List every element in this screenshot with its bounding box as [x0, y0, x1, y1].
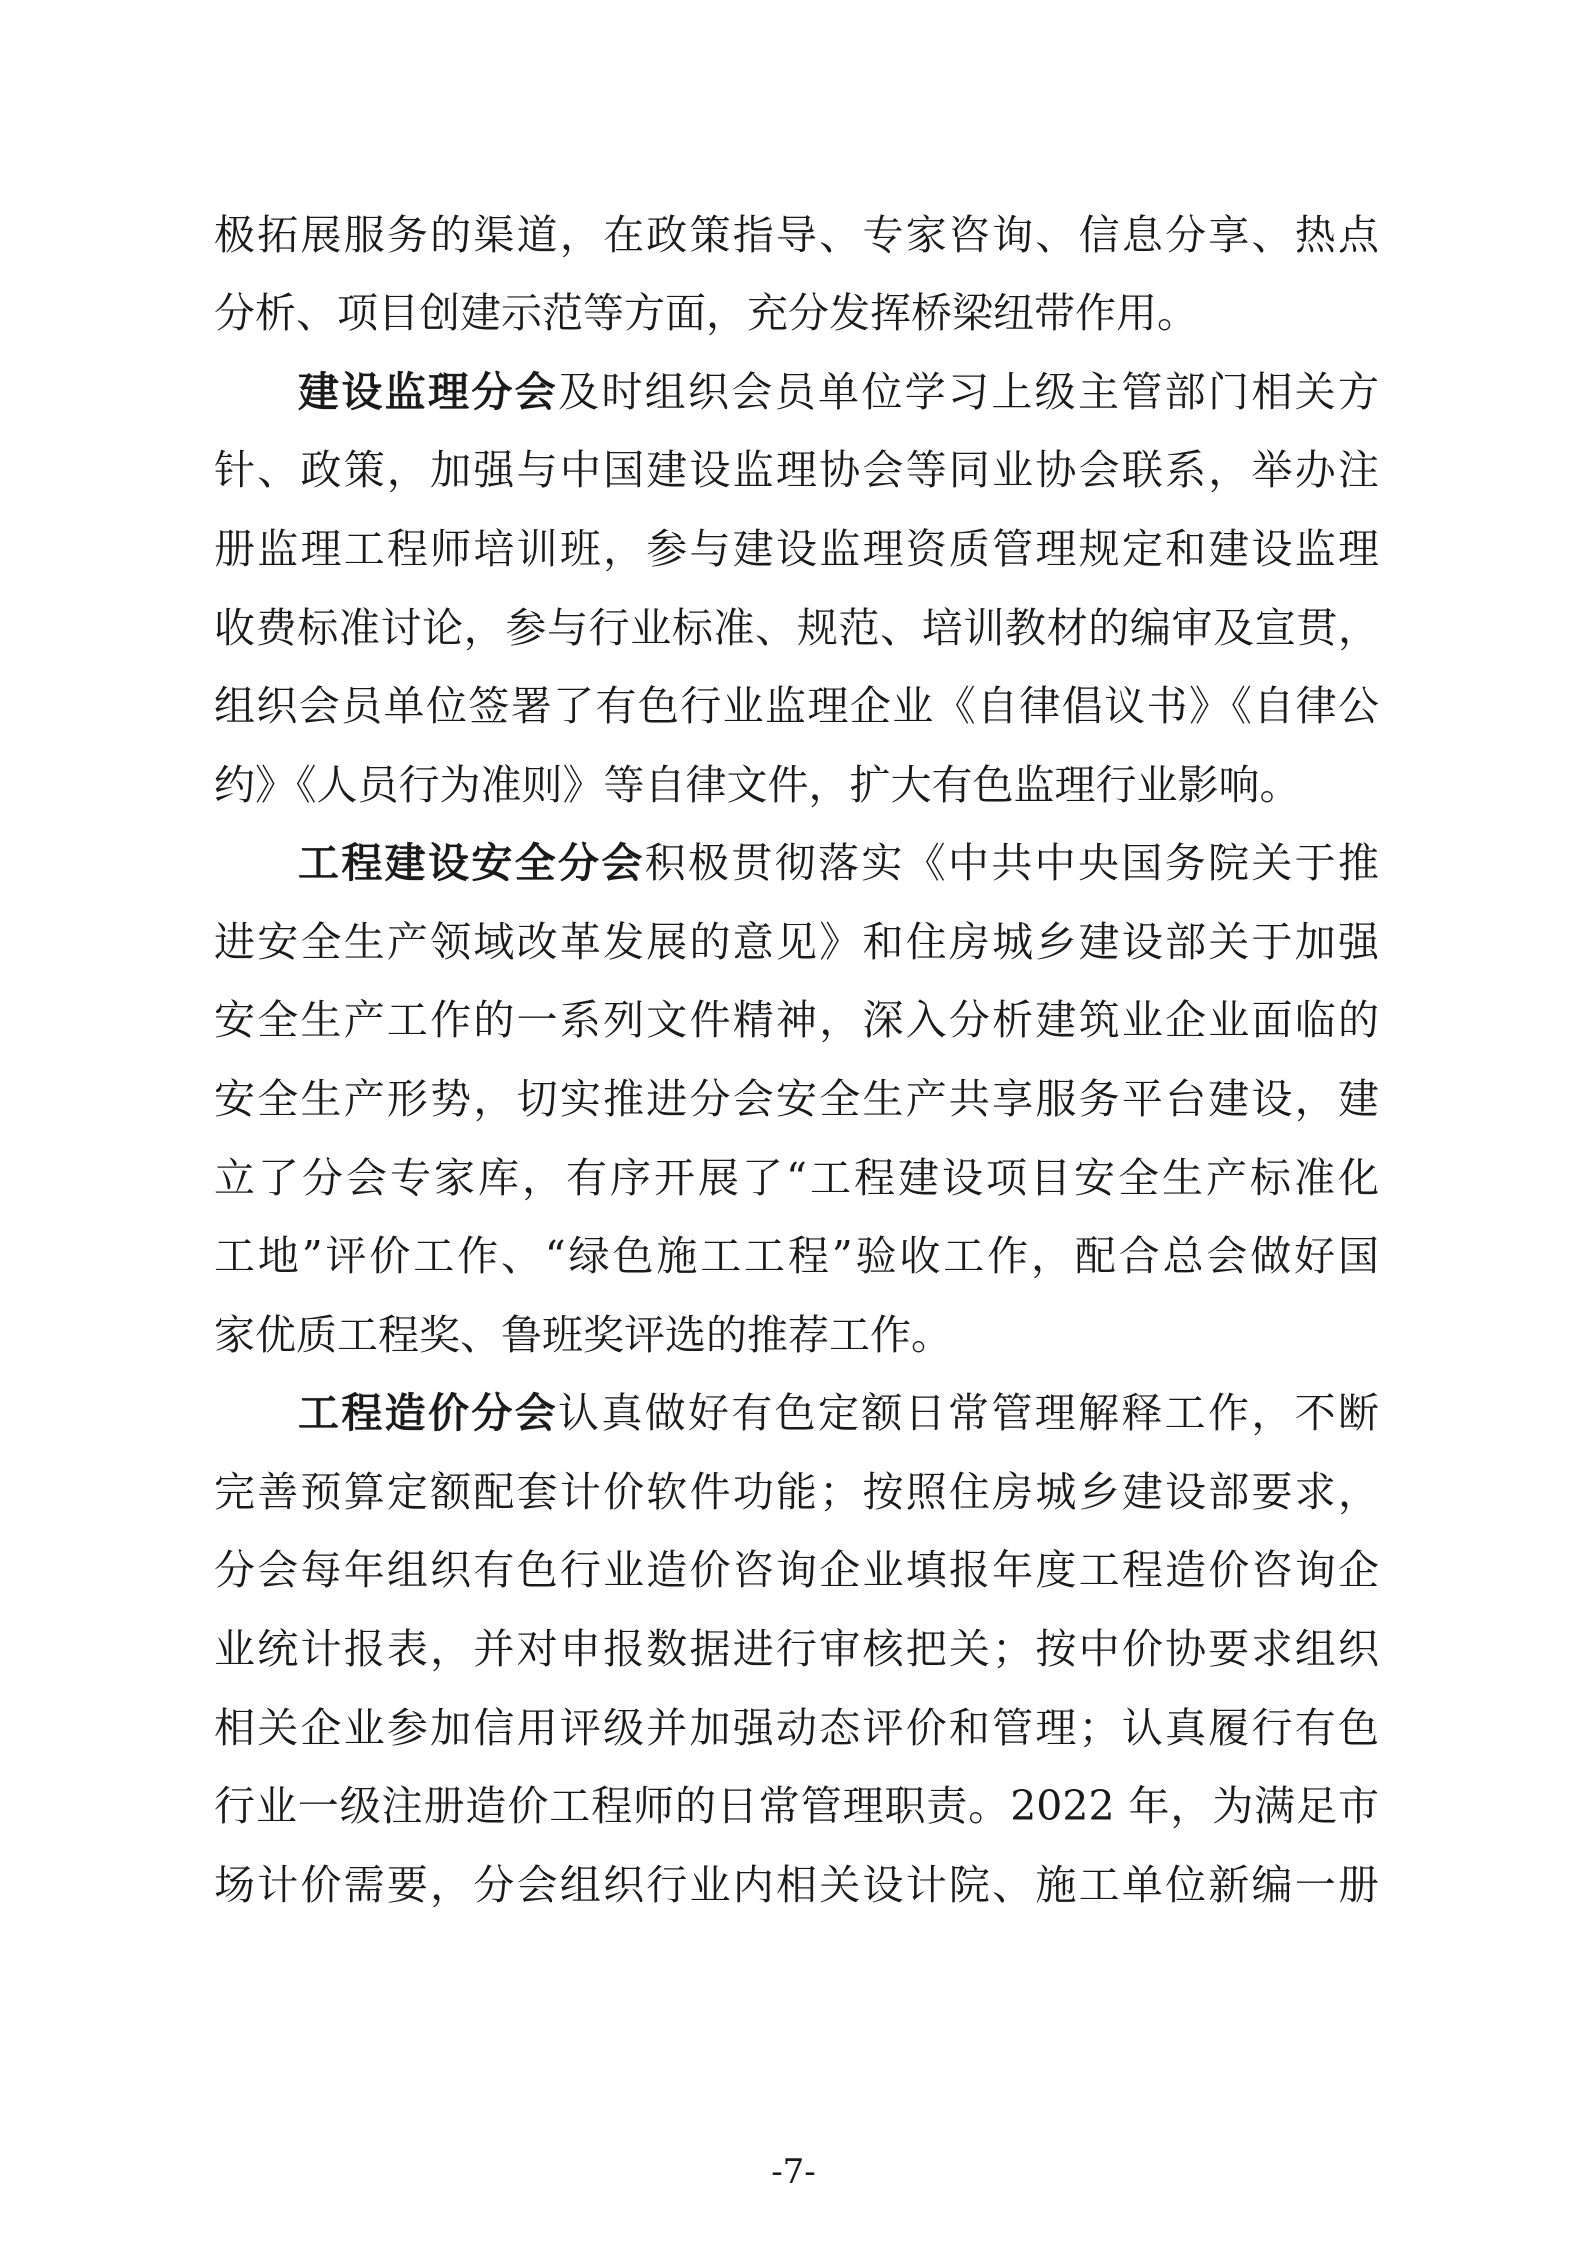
paragraph-2-heading: 建设监理分会: [298, 368, 558, 416]
paragraph-3-line-5: 立了分会专家库，有序开展了“工程建设项目安全生产标准化: [214, 1154, 1379, 1202]
paragraph-4-line-4: 业统计报表，并对申报数据进行审核把关；按中价协要求组织: [214, 1625, 1379, 1673]
paragraph-2-line-1-text: 及时组织会员单位学习上级主管部门相关方: [558, 368, 1379, 416]
paragraph-4-line-3: 分会每年组织有色行业造价咨询企业填报年度工程造价咨询企: [214, 1546, 1379, 1594]
paragraph-4-line-6: 行业一级注册造价工程师的日常管理职责。2022 年，为满足市: [214, 1782, 1379, 1830]
paragraph-3-line-3: 安全生产工作的一系列文件精神，深入分析建筑业企业面临的: [214, 996, 1379, 1044]
paragraph-3-line-7: 家优质工程奖、鲁班奖评选的推荐工作。: [214, 1311, 952, 1359]
paragraph-2-line-6: 约》《人员行为准则》等自律文件，扩大有色监理行业影响。: [214, 761, 1301, 809]
paragraph-2-line-3: 册监理工程师培训班，参与建设监理资质管理规定和建设监理: [214, 525, 1379, 573]
paragraph-2-line-4: 收费标准讨论，参与行业标准、规范、培训教材的编审及宣贯，: [214, 604, 1379, 652]
paragraph-3-heading: 工程建设安全分会: [298, 839, 645, 887]
paragraph-4-line-7: 场计价需要，分会组织行业内相关设计院、施工单位新编一册: [214, 1861, 1379, 1909]
paragraph-3-line-6: 工地”评价工作、“绿色施工工程”验收工作，配合总会做好国: [214, 1232, 1379, 1280]
paragraph-3-line-4: 安全生产形势，切实推进分会安全生产共享服务平台建设，建: [214, 1075, 1379, 1123]
paragraph-2-line-2: 针、政策，加强与中国建设监理协会等同业协会联系，举办注: [214, 446, 1379, 494]
paragraph-4-line-1: [298, 1373, 1379, 1453]
paragraph-1-line-2: 分析、项目创建示范等方面，充分发挥桥梁纽带作用。: [214, 289, 1198, 337]
paragraph-4-line-1-text: 认真做好有色定额日常管理解释工作，不断: [558, 1389, 1379, 1437]
paragraph-4-line-2: 完善预算定额配套计价软件功能；按照住房城乡建设部要求，: [214, 1468, 1379, 1516]
paragraph-2-line-1: [298, 352, 1379, 432]
paragraph-2-line-5: 组织会员单位签署了有色行业监理企业《自律倡议书》《自律公: [214, 682, 1379, 730]
paragraph-4-line-5: 相关企业参加信用评级并加强动态评价和管理；认真履行有色: [214, 1704, 1379, 1752]
page-number: -7-: [771, 2152, 816, 2192]
paragraph-1-line-1: 极拓展服务的渠道，在政策指导、专家咨询、信息分享、热点: [214, 211, 1379, 259]
paragraph-4-heading: 工程造价分会: [298, 1389, 558, 1437]
paragraph-3-line-1: [298, 823, 1379, 903]
paragraph-3-line-1-text: 积极贯彻落实《中共中央国务院关于推: [644, 839, 1380, 887]
paragraph-3-line-2: 进安全生产领域改革发展的意见》和住房城乡建设部关于加强: [214, 918, 1379, 966]
